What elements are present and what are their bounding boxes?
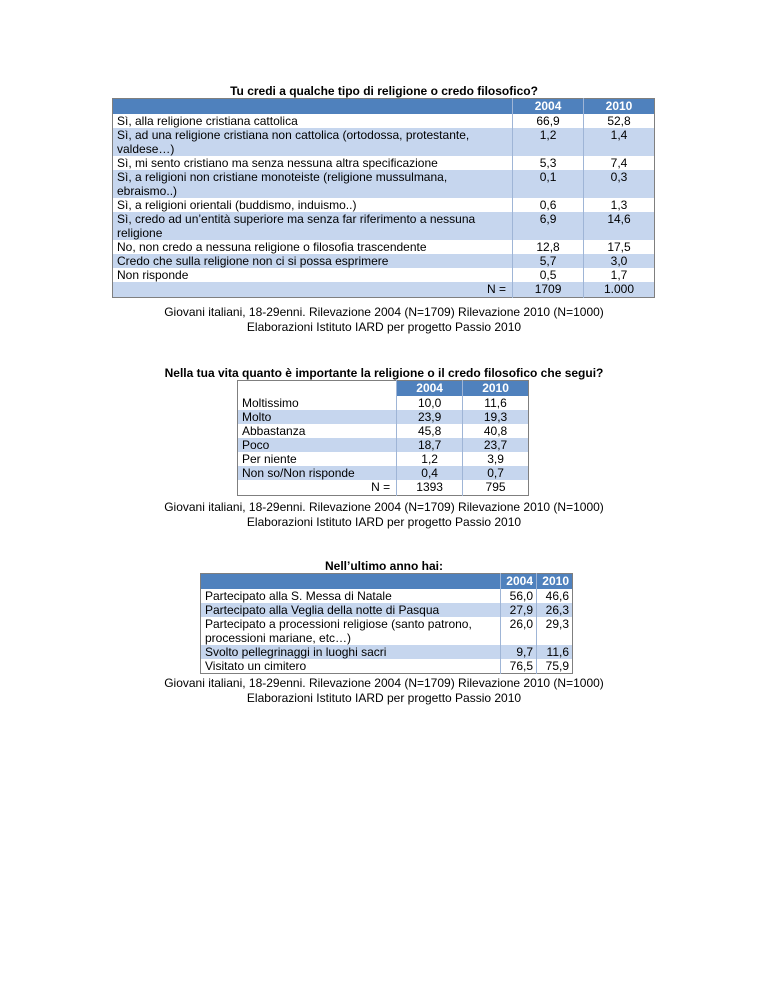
- row-label: Non so/Non risponde: [238, 466, 397, 480]
- column-header-2004: 2004: [397, 381, 463, 397]
- table-row: [113, 128, 655, 156]
- value-2010: 7,4: [584, 156, 655, 170]
- value-2004: 76,5: [501, 659, 537, 674]
- row-label: Partecipato a processioni religiose (santo patrono, processioni mariane, etc…): [205, 617, 472, 645]
- row-label: Molto: [238, 410, 397, 424]
- religious-activities-table: [200, 573, 573, 674]
- table2-caption: [0, 500, 768, 530]
- value-2010: 17,5: [584, 240, 655, 254]
- value-2004: 23,9: [397, 410, 463, 424]
- value-2004: 0,5: [513, 268, 584, 282]
- row-label: Sì, alla religione cristiana cattolica: [117, 114, 298, 128]
- table-row: [113, 170, 655, 198]
- table-row: [201, 603, 573, 617]
- value-2004: 0,6: [513, 198, 584, 212]
- row-label: Abbastanza: [242, 424, 306, 438]
- table-row: [201, 589, 573, 603]
- row-label: Sì, mi sento cristiano ma senza nessuna altra specificazione: [117, 156, 438, 170]
- column-header-2010: 2010: [537, 574, 573, 590]
- header-blank-cell: [113, 99, 513, 115]
- value-2004: 1,2: [513, 128, 584, 156]
- value-2010: 14,6: [584, 212, 655, 240]
- value-2004: 5,3: [513, 156, 584, 170]
- sample-size-label: N =: [113, 282, 513, 298]
- sample-size-label: N =: [371, 480, 391, 494]
- table-row: [201, 659, 573, 674]
- row-label: Sì, a religioni orientali (buddismo, induismo..): [117, 198, 357, 212]
- row-label: Sì, ad una religione cristiana non cattolica (ortodossa, protestante, valdese…): [113, 128, 513, 156]
- table-header-row: [113, 99, 655, 115]
- row-label: Partecipato alla S. Messa di Natale: [205, 589, 392, 603]
- row-label: Per niente: [242, 452, 297, 466]
- table-row: [238, 438, 529, 452]
- column-header-2010: 2010: [463, 381, 529, 397]
- value-2010: 0,7: [463, 466, 529, 480]
- table-header-row: [238, 381, 529, 397]
- table2-title: Nella tua vita quanto è importante la religione o il credo filosofico che segui?: [164, 366, 604, 380]
- table-row: [238, 452, 529, 466]
- table3-caption: [0, 676, 768, 706]
- value-2010: 1,7: [584, 268, 655, 282]
- value-2004: 45,8: [397, 424, 463, 438]
- caption-source: Giovani italiani, 18-29enni. Rilevazione 2004 (N=1709) Rilevazione 2010 (N=1000): [164, 500, 604, 514]
- sample-size-2004: 1709: [513, 282, 584, 298]
- table-row: [113, 212, 655, 240]
- sample-size-2010: 1.000: [584, 282, 655, 298]
- sample-size-row: [238, 480, 529, 496]
- header-blank-cell: [201, 574, 501, 590]
- value-2004: 18,7: [397, 438, 463, 452]
- value-2010: 52,8: [584, 114, 655, 128]
- caption-credit: Elaborazioni Istituto IARD per progetto Passio 2010: [246, 515, 522, 529]
- table-row: [238, 466, 529, 480]
- table-row: [113, 268, 655, 282]
- value-2004: 1,2: [397, 452, 463, 466]
- value-2010: 40,8: [463, 424, 529, 438]
- table-row: [113, 254, 655, 268]
- value-2010: 11,6: [463, 396, 529, 410]
- value-2004: 6,9: [513, 212, 584, 240]
- table-header-row: [201, 574, 573, 590]
- row-label: Svolto pellegrinaggi in luoghi sacri: [201, 645, 501, 659]
- row-label: Sì, credo ad un’entità superiore ma senza far riferimento a nessuna religione: [113, 212, 513, 240]
- table3-title: Nell’ultimo anno hai:: [324, 559, 443, 573]
- caption-credit: Elaborazioni Istituto IARD per progetto Passio 2010: [246, 691, 522, 705]
- table-row: [238, 424, 529, 438]
- value-2010: 1,4: [584, 128, 655, 156]
- value-2004: 12,8: [513, 240, 584, 254]
- table-row: [201, 617, 573, 645]
- value-2010: 26,3: [537, 603, 573, 617]
- row-label: Sì, a religioni non cristiane monoteiste (religione mussulmana, ebraismo..): [113, 170, 513, 198]
- value-2004: 10,0: [397, 396, 463, 410]
- table-row: [113, 156, 655, 170]
- caption-source: Giovani italiani, 18-29enni. Rilevazione 2004 (N=1709) Rilevazione 2010 (N=1000): [164, 676, 604, 690]
- table-row: [238, 396, 529, 410]
- sample-size-2010: 795: [463, 480, 529, 496]
- value-2004: 26,0: [501, 617, 537, 645]
- value-2010: 3,0: [584, 254, 655, 268]
- table-row: [113, 198, 655, 212]
- sample-size-2004: 1393: [397, 480, 463, 496]
- value-2004: 0,1: [513, 170, 584, 198]
- religion-belief-table: [112, 98, 655, 298]
- value-2004: 9,7: [501, 645, 537, 659]
- header-blank-cell: [238, 381, 397, 397]
- value-2004: 0,4: [397, 466, 463, 480]
- religion-importance-table: [237, 380, 529, 496]
- table-row: [113, 240, 655, 254]
- value-2010: 3,9: [463, 452, 529, 466]
- value-2010: 46,6: [537, 589, 573, 603]
- column-header-2010: 2010: [584, 99, 655, 115]
- column-header-2004: 2004: [501, 574, 537, 590]
- value-2004: 66,9: [513, 114, 584, 128]
- table-row: [238, 410, 529, 424]
- value-2010: 29,3: [537, 617, 573, 645]
- row-label: Partecipato alla Veglia della notte di Pasqua: [201, 603, 501, 617]
- row-label: No, non credo a nessuna religione o filosofia trascendente: [117, 240, 427, 254]
- table1-title: Tu credi a qualche tipo di religione o credo filosofico?: [230, 84, 538, 98]
- caption-source: Giovani italiani, 18-29enni. Rilevazione 2004 (N=1709) Rilevazione 2010 (N=1000): [164, 305, 604, 319]
- row-label: Credo che sulla religione non ci si possa esprimere: [113, 254, 513, 268]
- value-2004: 56,0: [501, 589, 537, 603]
- column-header-2004: 2004: [513, 99, 584, 115]
- value-2004: 27,9: [501, 603, 537, 617]
- row-label: Non risponde: [117, 268, 189, 282]
- value-2010: 19,3: [463, 410, 529, 424]
- value-2010: 1,3: [584, 198, 655, 212]
- sample-size-row: [113, 282, 655, 298]
- row-label: Moltissimo: [242, 396, 299, 410]
- table-row: [113, 114, 655, 128]
- value-2010: 11,6: [537, 645, 573, 659]
- row-label: Visitato un cimitero: [205, 659, 307, 673]
- value-2010: 75,9: [537, 659, 573, 674]
- table1-caption: [0, 305, 768, 335]
- caption-credit: Elaborazioni Istituto IARD per progetto Passio 2010: [246, 320, 522, 334]
- row-label: Poco: [238, 438, 397, 452]
- table-row: [201, 645, 573, 659]
- value-2010: 0,3: [584, 170, 655, 198]
- value-2004: 5,7: [513, 254, 584, 268]
- value-2010: 23,7: [463, 438, 529, 452]
